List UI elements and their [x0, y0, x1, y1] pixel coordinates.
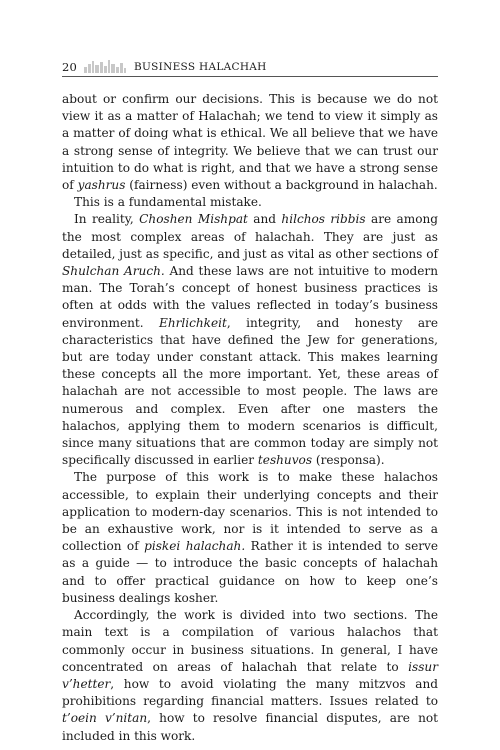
- paragraph-2: This is a fundamental mistake.: [74, 195, 262, 210]
- paragraph-4: The purpose of this work is to make these halachos accessible, to explain their underlying concepts and their application to modern-day scenarios. This is not intended to be an exhaustive work, nor is it intended to serve as a collection of piskei halachah. Rather it is intended to serve as a guide — to introduce the basic concepts of halachah and to offer practical guidance on how to keep one’s business dealings kosher.: [62, 470, 438, 605]
- running-header: [62, 58, 438, 78]
- body-text: [62, 91, 438, 745]
- page-number: 20: [62, 60, 78, 74]
- running-title: BUSINESS HALACHAH: [134, 61, 267, 73]
- header-rule: [62, 76, 438, 77]
- city-skyline-icon: [84, 59, 126, 73]
- paragraph-3: In reality, Choshen Mishpat and hilchos ribbis are among the most complex areas of halachah. They are just as detailed, just as specific, and just as vital as other sections of Shulchan Aruch. And these laws are not intuitive to modern man. The Torah’s concept of honest business practices is often at odds with the values reflected in today’s business environment. Ehrlichkeit, integrity, and honesty are characteristics that have defined the Jew for generations, but are today under constant attack. This makes learning these concepts all the more important. Yet, these areas of halachah are not accessible to most people. The laws are numerous and complex. Even after one masters the halachos, applying them to modern scenarios is difficult, since many situations that are common today are simply not specifically discussed in earlier teshuvos (responsa).: [62, 212, 439, 468]
- paragraph-1: about or confirm our decisions. This is because we do not view it as a matter of Halachah; we tend to view it simply as a matter of doing what is ethical. We all believe that we have a strong sense of integrity. We believe that we can trust our intuition to do what is right, and that we have a strong sense of yashrus (fairness) even without a background in halachah.: [62, 92, 438, 193]
- paragraph-5: Accordingly, the work is divided into two sections. The main text is a compilation of various halachos that commonly occur in business situations. In general, I have concentrated on areas of halachah that relate to issur v’hetter, how to avoid violating the many mitzvos and prohibitions regarding financial matters. Issues related to t’oein v’nitan, how to resolve financial disputes, are not included in this work.: [62, 608, 438, 743]
